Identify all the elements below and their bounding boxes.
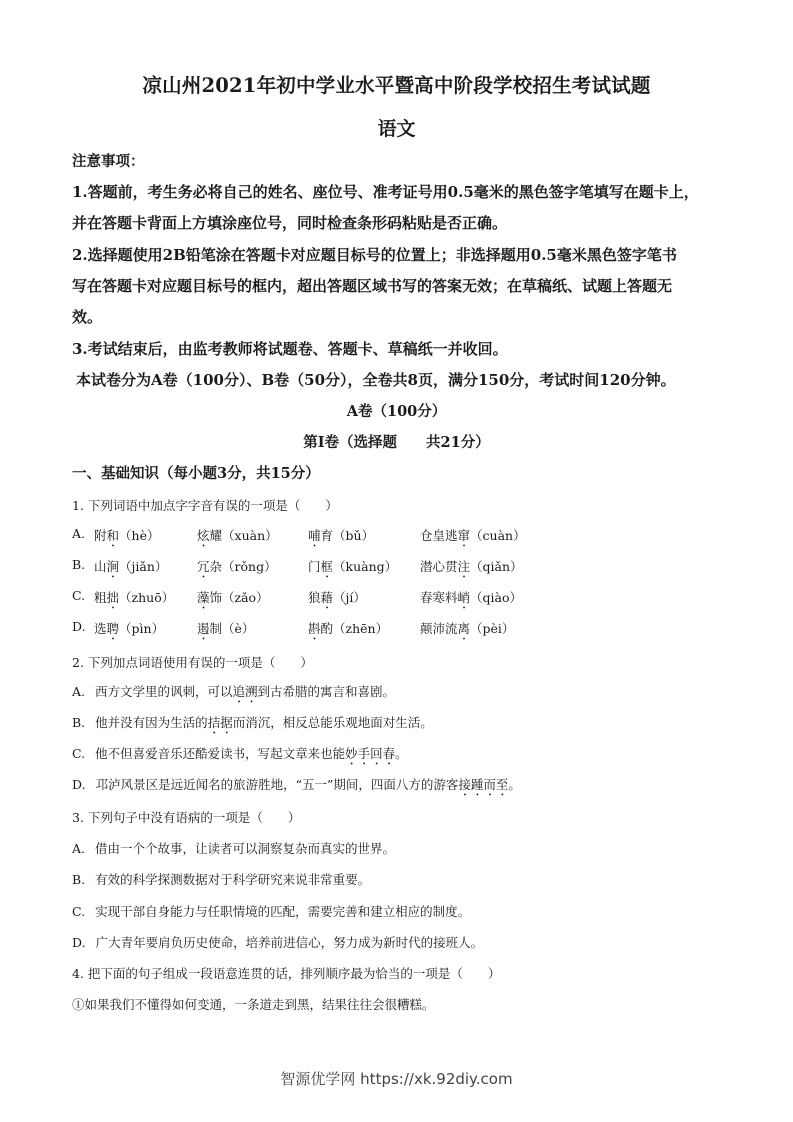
- dotted-char: 拙: [106, 590, 120, 605]
- q1-word: [308, 526, 374, 550]
- q1-word: [197, 588, 269, 612]
- word-part: 附: [94, 528, 107, 543]
- word-part: 制（è）: [209, 621, 255, 636]
- option-label: A.: [72, 841, 86, 856]
- q2-stem: 2. 下列加点词语使用有误的一项是（ ）: [72, 655, 313, 670]
- note-line-6: 3.考试结束后，由监考教师将试题卷、答题卡、草稿纸一并收回。: [72, 340, 508, 358]
- part1-heading: 第Ⅰ卷（选择题 共21分）: [303, 434, 490, 451]
- option-text: 借由一个个故事，让读者可以洞察复杂而真实的世界。: [95, 841, 396, 856]
- word-part: （jiǎn）: [119, 559, 168, 574]
- option-label: C.: [72, 746, 86, 761]
- option-text: 有效的科学探测数据对于科学研究来说非常重要。: [95, 872, 371, 887]
- option-text: 。: [508, 777, 521, 792]
- word-part: 选: [94, 621, 107, 636]
- word-part: 仓皇逃: [420, 528, 458, 543]
- word-part: （pèi）: [470, 621, 515, 636]
- q4-stem: 4. 把下面的句子组成一段语意连贯的话，排列顺序最为恰当的一项是（ ）: [72, 966, 501, 981]
- q1-option-label: C.: [72, 588, 86, 603]
- q3-option: [72, 870, 370, 888]
- q1-word: [94, 588, 174, 612]
- score-line: 本试卷分为A卷（100分）、B卷（50分），全卷共8页，满分150分，考试时间120分钟。: [76, 371, 676, 389]
- q2-option: [72, 744, 408, 768]
- option-label: D.: [72, 777, 86, 792]
- option-label: B.: [72, 872, 86, 887]
- q1-word: [420, 526, 526, 550]
- notes-heading: 注意事项：: [72, 153, 145, 170]
- q1-word: [420, 557, 523, 581]
- option-label: A.: [72, 684, 86, 699]
- option-label: C.: [72, 904, 86, 919]
- dotted-char: 藻: [197, 590, 210, 605]
- note-line-3: 2.选择题使用2B铅笔涂在答题卡对应题目标号的位置上；非选择题用0.5毫米黑色签字笔书: [72, 246, 677, 264]
- option-text: 到古希腊的寓言和喜剧。: [257, 684, 396, 699]
- dotted-phrase: 拮据: [207, 715, 233, 730]
- q1-word: [420, 619, 514, 643]
- note-line-1: 1.答题前，考生务必将自己的姓名、座位号、准考证号用0.5毫米的黑色签字笔填写在题卡上，: [72, 183, 699, 201]
- word-part: 育（bǔ）: [320, 528, 375, 543]
- dotted-phrase: 妙手回春: [345, 746, 396, 761]
- word-part: 饰（zǎo）: [209, 590, 269, 605]
- dotted-phrase: 接踵而至: [458, 777, 509, 792]
- word-part: （qiào）: [470, 590, 523, 605]
- word-part: 耀（xuàn）: [209, 528, 278, 543]
- q1-stem: 1. 下列词语中加点字字音有误的一项是（ ）: [72, 498, 338, 513]
- q1-word: [308, 588, 366, 612]
- option-text: 他并没有因为生活的: [95, 715, 208, 730]
- q1-option-label: D.: [72, 619, 86, 634]
- option-text: 他不但喜爱音乐还酷爱读书，写起文章来也能: [95, 746, 346, 761]
- word-part: （hè）: [119, 528, 160, 543]
- q1-word: [308, 619, 388, 643]
- option-text: 邛泸风景区是远近闻名的旅游胜地，“五一”期间，四面八方的游客: [95, 777, 459, 792]
- word-part: 酌（zhēn）: [320, 621, 389, 636]
- option-text: 实现干部自身能力与任职情境的匹配，需要完善和建立相应的制度。: [95, 904, 471, 919]
- dotted-char: 冗: [197, 559, 210, 574]
- footer-watermark: 智源优学网 https://xk.92diy.com: [280, 1070, 513, 1088]
- q1-word: [420, 588, 522, 612]
- q1-word: [197, 619, 254, 643]
- subject-heading: 语文: [377, 118, 416, 140]
- option-text: 而消沉，相反总能乐观地面对生活。: [232, 715, 433, 730]
- dotted-char: 峭: [457, 590, 471, 605]
- option-label: B.: [72, 715, 86, 730]
- option-text: 。: [395, 746, 408, 761]
- q2-option: [72, 713, 433, 737]
- dotted-char: 哺: [308, 528, 321, 543]
- q1-option-label: A.: [72, 526, 86, 541]
- q2-option: [72, 682, 395, 706]
- dotted-phrase: 追溯: [232, 684, 258, 699]
- q1-option-label: B.: [72, 557, 86, 572]
- option-label: D.: [72, 935, 86, 950]
- word-part: （cuàn）: [470, 528, 526, 543]
- q3-option: [72, 839, 395, 857]
- word-part: 粗: [94, 590, 107, 605]
- q3-option: [72, 902, 470, 920]
- option-text: 广大青年要肩负历史使命，培养前进信心，努力成为新时代的接班人。: [95, 935, 484, 950]
- word-part: 杂（rǒng）: [209, 559, 277, 574]
- note-line-5: 效。: [72, 308, 103, 326]
- dotted-char: 遏: [197, 621, 210, 636]
- q1-word: [94, 557, 167, 581]
- word-part: 门: [308, 559, 321, 574]
- word-part: （zhuō）: [119, 590, 175, 605]
- dotted-char: 注: [457, 559, 471, 574]
- word-part: 颠沛流: [420, 621, 458, 636]
- q1-word: [94, 619, 164, 643]
- q1-word: [197, 526, 278, 550]
- word-part: 春寒料: [420, 590, 458, 605]
- q1-word: [308, 557, 397, 581]
- q3-option: [72, 933, 483, 951]
- word-part: （pìn）: [119, 621, 165, 636]
- dotted-char: 聘: [106, 621, 120, 636]
- section1-heading: 一、基础知识（每小题3分，共15分）: [72, 465, 320, 482]
- dotted-char: 斟: [308, 621, 321, 636]
- word-part: （qiǎn）: [470, 559, 523, 574]
- dotted-char: 涧: [106, 559, 120, 574]
- dotted-char: 离: [457, 621, 471, 636]
- q3-stem: 3. 下列句子中没有语病的一项是（ ）: [72, 810, 301, 825]
- q1-word: [94, 526, 159, 550]
- q2-option: [72, 775, 521, 799]
- note-line-2: 并在答题卡背面上方填涂座位号，同时检查条形码粘贴是否正确。: [72, 214, 508, 232]
- word-part: 山: [94, 559, 107, 574]
- note-line-4: 写在答题卡对应题目标号的框内，超出答题区域书写的答案无效；在草稿纸、试题上答题无: [72, 277, 673, 295]
- exam-title: 凉山州2021年初中学业水平暨高中阶段学校招生考试试题: [142, 74, 651, 97]
- dotted-char: 藉: [320, 590, 334, 605]
- dotted-char: 框: [320, 559, 334, 574]
- dotted-char: 和: [106, 528, 120, 543]
- paper-a-heading: A卷（100分）: [346, 403, 447, 420]
- dotted-char: 炫: [197, 528, 210, 543]
- word-part: （jí）: [333, 590, 366, 605]
- dotted-char: 窜: [457, 528, 471, 543]
- option-text: 西方文学里的讽刺，可以: [95, 684, 233, 699]
- word-part: （kuàng）: [333, 559, 398, 574]
- word-part: 狼: [308, 590, 321, 605]
- q1-word: [197, 557, 277, 581]
- word-part: 潜心贯: [420, 559, 458, 574]
- q4-sentence-1: ①如果我们不懂得如何变通，一条道走到黑，结果往往会很糟糕。: [72, 997, 435, 1012]
